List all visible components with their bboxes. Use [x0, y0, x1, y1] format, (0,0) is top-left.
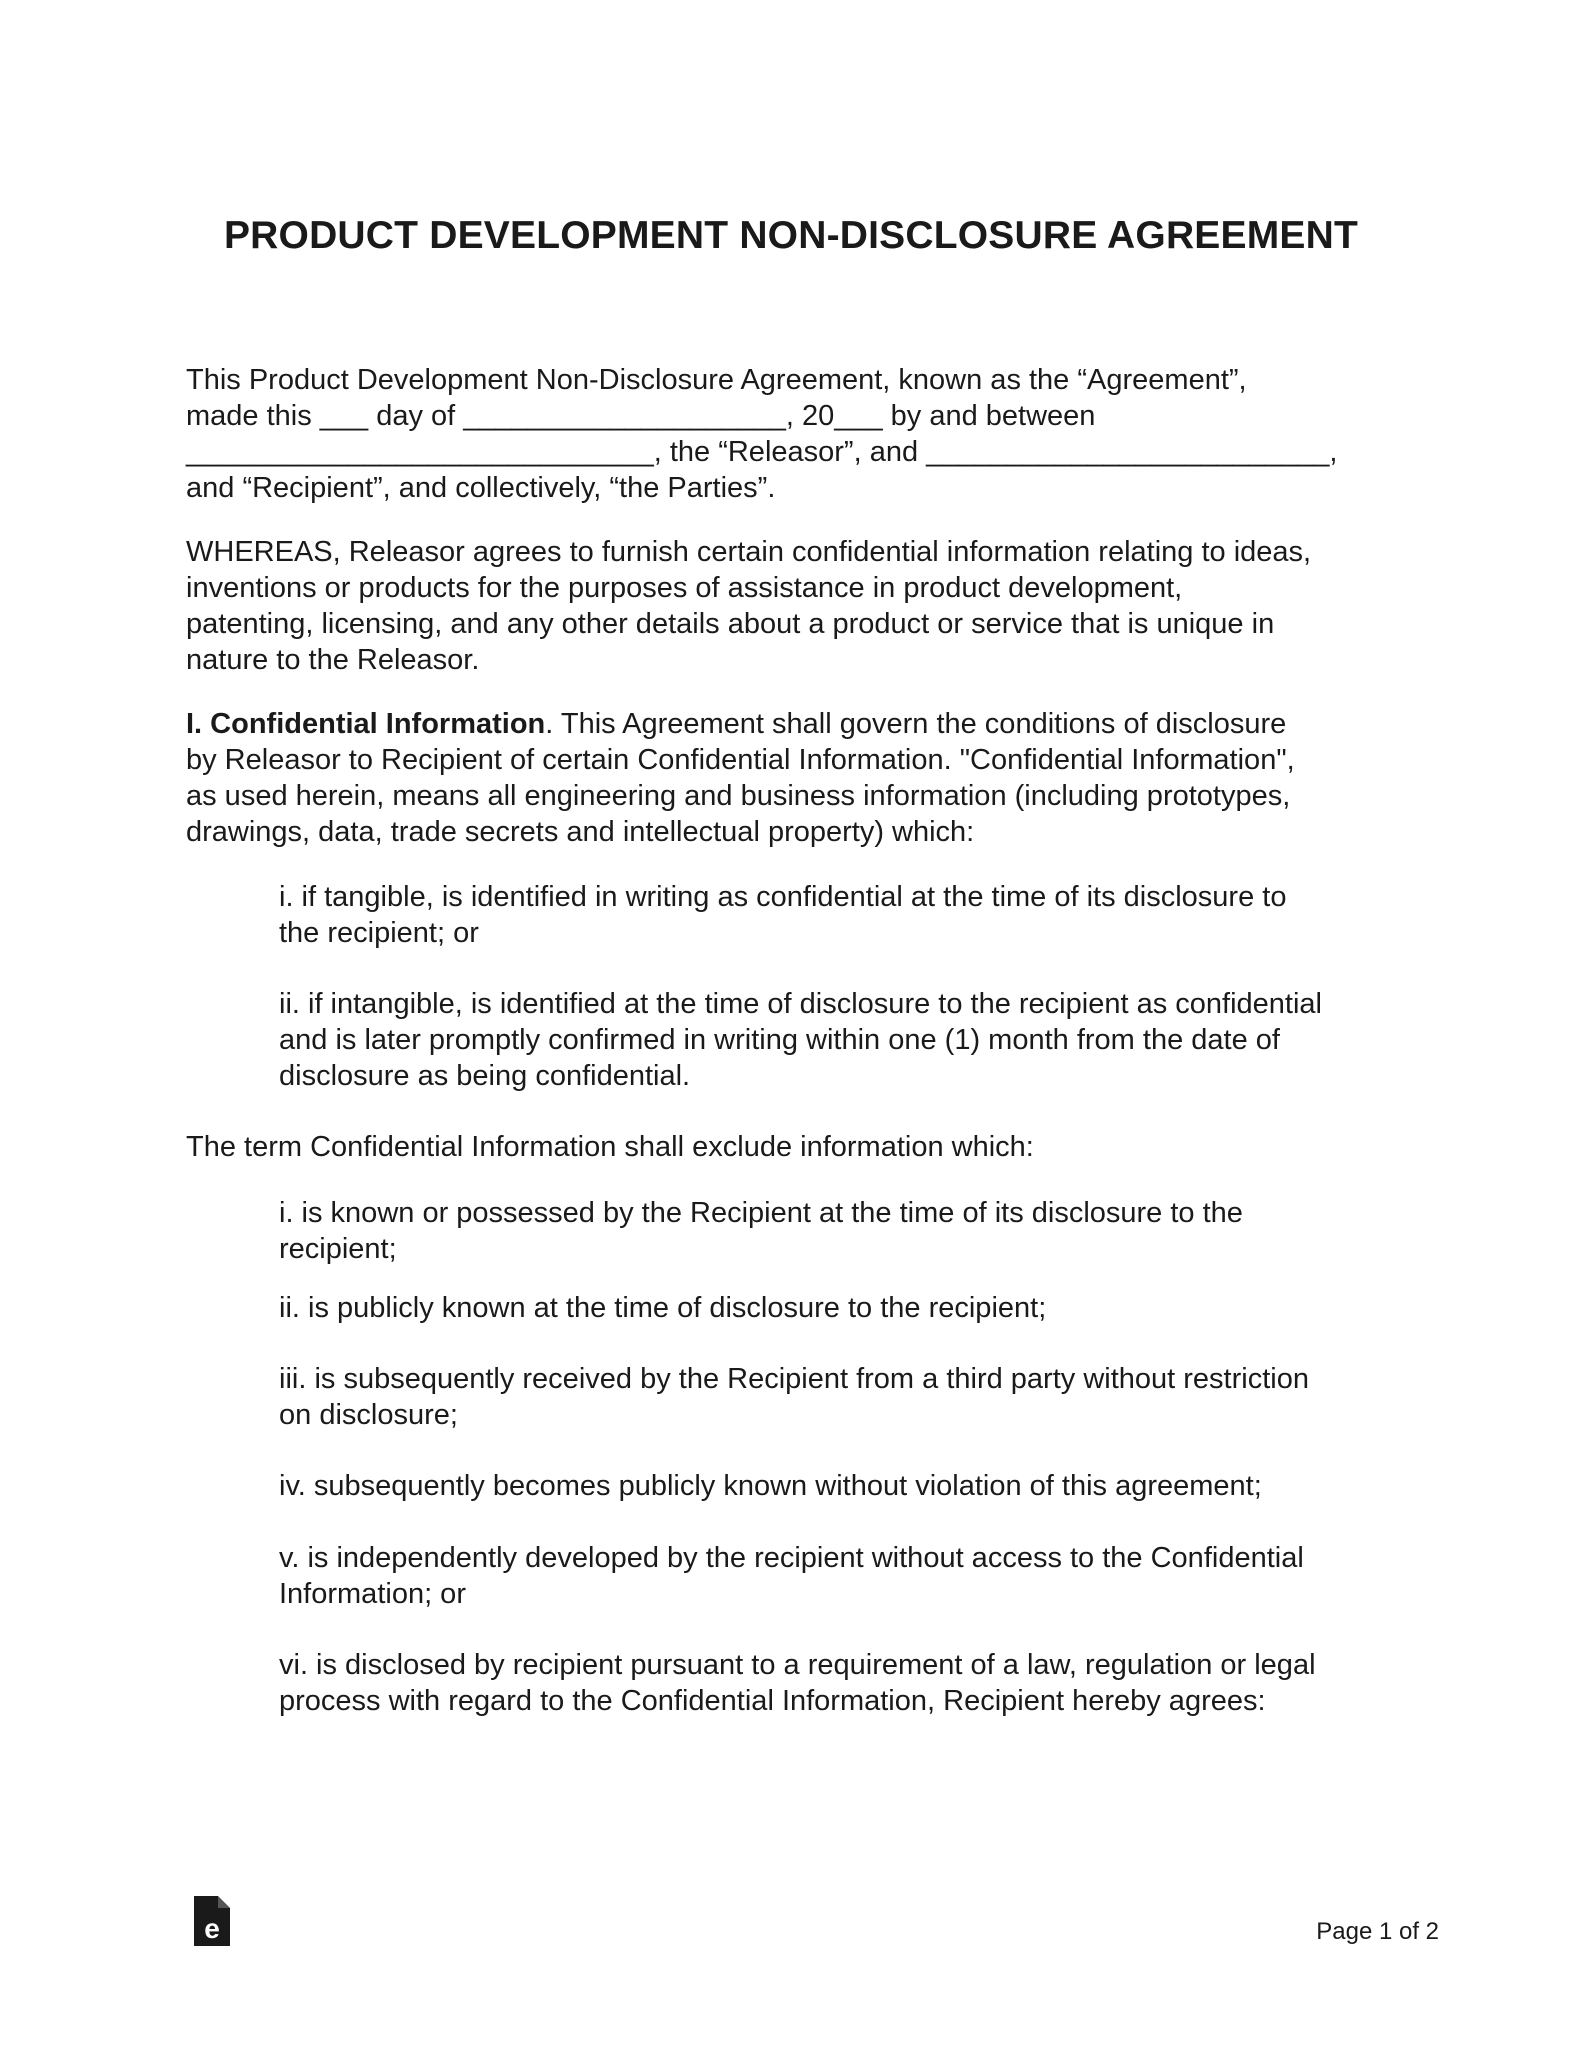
exclusion-line: recipient;: [279, 1233, 397, 1265]
exclusion-line: v. is independently developed by the recipient without access to the Confidential: [279, 1542, 1304, 1574]
inclusion-line: ii. if intangible, is identified at the time of disclosure to the recipient as confidential: [279, 988, 1322, 1020]
exclusion-line: ii. is publicly known at the time of disclosure to the recipient;: [279, 1292, 1047, 1324]
exclusion-intro-line: The term Confidential Information shall exclude information which:: [186, 1131, 1034, 1163]
inclusion-line: and is later promptly confirmed in writing within one (1) month from the date of: [279, 1024, 1280, 1056]
whereas-paragraph: [186, 534, 1426, 678]
section-heading: I. Confidential Information: [186, 708, 546, 740]
exclusion-line: vi. is disclosed by recipient pursuant to a requirement of a law, regulation or legal: [279, 1649, 1316, 1681]
inclusion-item: [279, 986, 1429, 1094]
exclusion-line: iii. is subsequently received by the Recipient from a third party without restriction: [279, 1363, 1309, 1395]
intro-line: This Product Development Non-Disclosure Agreement, known as the “Agreement”,: [186, 364, 1247, 396]
section-first-line: [186, 706, 1426, 742]
inclusion-line: the recipient; or: [279, 917, 479, 949]
exclusion-intro: [186, 1129, 1426, 1165]
whereas-line: patenting, licensing, and any other details about a product or service that is unique in: [186, 608, 1275, 640]
exclusion-line: i. is known or possessed by the Recipient at the time of its disclosure to the: [279, 1197, 1243, 1229]
inclusion-line: i. if tangible, is identified in writing as confidential at the time of its disclosure to: [279, 881, 1287, 913]
whereas-line: WHEREAS, Releasor agrees to furnish certain confidential information relating to ideas,: [186, 536, 1312, 568]
whereas-line: nature to the Releasor.: [186, 644, 480, 676]
document-title: PRODUCT DEVELOPMENT NON-DISCLOSURE AGREEMENT: [223, 214, 1359, 257]
intro-line: _____________________________, the “Releasor”, and _________________________,: [186, 436, 1338, 468]
exclusion-line: iv. subsequently becomes publicly known without violation of this agreement;: [279, 1470, 1262, 1502]
exclusion-item: [279, 1540, 1429, 1612]
section-first-line-text: . This Agreement shall govern the conditions of disclosure: [545, 708, 1287, 740]
exclusion-item: [279, 1647, 1429, 1719]
svg-text:e: e: [204, 1913, 220, 1944]
exclusion-item: [279, 1290, 1429, 1326]
exclusion-item: [279, 1195, 1429, 1267]
eforms-logo-icon: [194, 1896, 230, 1946]
whereas-line: inventions or products for the purposes of assistance in product development,: [186, 572, 1183, 604]
intro-line: made this ___ day of ____________________, 20___ by and between: [186, 400, 1096, 432]
section-line: drawings, data, trade secrets and intellectual property) which:: [186, 816, 975, 848]
exclusion-item: [279, 1361, 1429, 1433]
intro-line: and “Recipient”, and collectively, “the Parties”.: [186, 472, 776, 504]
inclusion-item: [279, 879, 1429, 951]
exclusion-line: process with regard to the Confidential Information, Recipient hereby agrees:: [279, 1685, 1266, 1717]
exclusion-item: [279, 1468, 1429, 1504]
section-line: as used herein, means all engineering and business information (including prototypes,: [186, 780, 1291, 812]
inclusion-line: disclosure as being confidential.: [279, 1060, 691, 1092]
section-confidential-information: [186, 706, 1426, 850]
intro-paragraph: [186, 362, 1426, 506]
page-number: Page 1 of 2: [1316, 1918, 1439, 1945]
section-line: by Releasor to Recipient of certain Confidential Information. "Confidential Information",: [186, 744, 1295, 776]
exclusion-line: on disclosure;: [279, 1399, 458, 1431]
exclusion-line: Information; or: [279, 1578, 466, 1610]
